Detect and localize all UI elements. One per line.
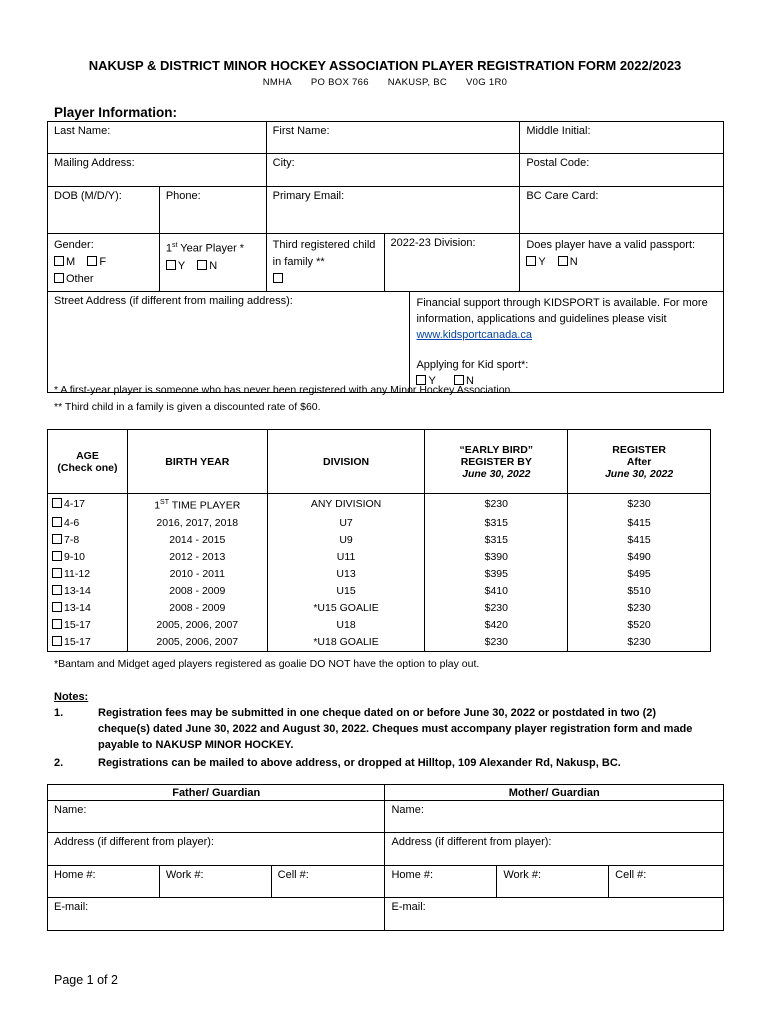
player-info-table (47, 121, 724, 393)
division-value: U13 (267, 566, 425, 583)
city-label: City: (272, 157, 295, 169)
first-year-yes-checkbox[interactable] (166, 260, 176, 270)
father-work-field[interactable] (159, 866, 271, 898)
fee-row (48, 494, 711, 515)
gender-cell (48, 234, 160, 292)
age-value: 15-17 (64, 635, 91, 648)
middle-initial-field[interactable] (520, 122, 724, 154)
division-field[interactable] (384, 234, 520, 292)
age-checkbox[interactable] (52, 602, 62, 612)
third-child-checkbox[interactable] (273, 273, 283, 283)
gender-m-checkbox[interactable] (54, 256, 64, 266)
note-text: Registration fees may be submitted in one cheque dated on or before June 30, 2022 or postdated in two (2) cheque(s) dated June 30, 2022 and August 30, 2022. Cheques must accompany player registration form and made payable to NAKUSP MINOR HOCKEY. (98, 707, 693, 751)
fee-row (48, 634, 711, 652)
gender-m-label: M (66, 256, 76, 268)
after-fee: $230 (568, 600, 711, 617)
city-field[interactable] (266, 154, 520, 187)
after-fee: $520 (568, 617, 711, 634)
gender-f-checkbox[interactable] (87, 256, 97, 266)
early-fee: $410 (425, 583, 568, 600)
early-fee: $420 (425, 617, 568, 634)
division-value: U18 (267, 617, 425, 634)
division-value: *U15 GOALIE (267, 600, 425, 617)
middle-initial-label: Middle Initial: (526, 125, 591, 137)
fee-row (48, 515, 711, 532)
after-header: REGISTER After June 30, 2022 (568, 430, 711, 494)
third-child-label: Third registered child in family ** (272, 239, 376, 268)
early-fee: $315 (425, 515, 568, 532)
note-text: Registrations can be mailed to above address, or dropped at Hilltop, 109 Alexander Rd, Nakusp, BC. (98, 757, 621, 769)
age-value: 13-14 (64, 601, 91, 614)
mother-home-field[interactable] (385, 866, 497, 898)
notes-section (54, 691, 704, 771)
passport-no-label: N (569, 256, 578, 268)
after-fee: $230 (568, 634, 711, 652)
kidsport-link[interactable]: www.kidsportcanada.ca (416, 329, 533, 341)
early-fee: $230 (425, 494, 568, 515)
notes-heading: Notes: (54, 691, 89, 703)
passport-label: Does player have a valid passport: (526, 239, 696, 251)
dob-field[interactable] (48, 187, 160, 234)
after-fee: $510 (568, 583, 711, 600)
division-value: U11 (267, 549, 425, 566)
age-checkbox[interactable] (52, 498, 62, 508)
player-info-heading: Player Information: (54, 105, 178, 120)
father-address-label: Address (if different from player): (54, 836, 214, 848)
bc-care-card-field[interactable] (520, 187, 724, 234)
father-guardian-heading: Father/ Guardian (48, 785, 385, 801)
street-address-field[interactable] (48, 292, 410, 393)
age-value: 15-17 (64, 618, 91, 631)
gender-label: Gender: (54, 239, 94, 251)
first-year-label: 1st Year Player * (165, 242, 245, 255)
early-bird-header: “EARLY BIRD” REGISTER BY June 30, 2022 (425, 430, 568, 494)
kidsport-yes-label: Y (428, 375, 436, 387)
fee-row (48, 583, 711, 600)
third-child-footnote: ** Third child in a family is given a discounted rate of $60. (54, 401, 321, 413)
passport-yes-label: Y (538, 256, 546, 268)
phone-label: Phone: (165, 190, 201, 202)
after-fee: $230 (568, 494, 711, 515)
kidsport-info: Financial support through KIDSPORT is available. For more information, applications and guidelines please visit (416, 297, 708, 325)
passport-no-checkbox[interactable] (558, 256, 568, 266)
birth-year-value: 2010 - 2011 (127, 566, 267, 583)
postal-code-field[interactable] (520, 154, 724, 187)
age-value: 4-6 (64, 516, 80, 529)
after-fee: $415 (568, 532, 711, 549)
age-value: 7-8 (64, 533, 80, 546)
kidsport-no-label: N (465, 375, 474, 387)
dob-label: DOB (M/D/Y): (54, 190, 122, 202)
early-fee: $390 (425, 549, 568, 566)
note-item (54, 705, 704, 753)
division-value: U7 (267, 515, 425, 532)
age-checkbox[interactable] (52, 551, 62, 561)
early-fee: $230 (425, 634, 568, 652)
guardian-table (47, 784, 724, 931)
father-home-field[interactable] (48, 866, 160, 898)
age-checkbox[interactable] (52, 636, 62, 646)
mailing-address-label: Mailing Address: (54, 157, 135, 169)
birth-year-value: 2014 - 2015 (127, 532, 267, 549)
mother-name-label: Name: (391, 804, 424, 816)
father-address-field[interactable] (48, 833, 385, 866)
fee-row (48, 549, 711, 566)
after-fee: $415 (568, 515, 711, 532)
primary-email-label: Primary Email: (272, 190, 345, 202)
mother-home-label: Home #: (391, 869, 434, 881)
gender-other-label: Other (66, 273, 94, 285)
passport-cell (520, 234, 724, 292)
phone-field[interactable] (159, 187, 266, 234)
father-work-label: Work #: (165, 869, 204, 881)
first-year-no-checkbox[interactable] (197, 260, 207, 270)
kidsport-apply-label: Applying for Kid sport*: (416, 359, 529, 371)
city-province: NAKUSP, BC (387, 77, 448, 88)
age-checkbox[interactable] (52, 517, 62, 527)
division-label: 2022-23 Division: (390, 237, 476, 249)
birth-year-value: 2005, 2006, 2007 (127, 617, 267, 634)
birth-year-value: 2005, 2006, 2007 (127, 634, 267, 652)
fee-row (48, 566, 711, 583)
first-year-no-label: N (209, 259, 218, 272)
passport-yes-checkbox[interactable] (526, 256, 536, 266)
fee-row (48, 532, 711, 549)
mother-email-label: E-mail: (391, 901, 426, 913)
after-fee: $490 (568, 549, 711, 566)
mother-name-field[interactable] (385, 801, 724, 833)
mother-address-label: Address (if different from player): (391, 836, 552, 848)
father-email-field[interactable] (48, 898, 385, 931)
mother-cell-field[interactable] (609, 866, 724, 898)
father-email-label: E-mail: (54, 901, 89, 913)
division-value: U9 (267, 532, 425, 549)
father-cell-field[interactable] (271, 866, 385, 898)
age-value: 9-10 (64, 550, 86, 563)
first-year-yes-label: Y (177, 259, 185, 272)
age-checkbox[interactable] (52, 534, 62, 544)
note-item (54, 755, 704, 771)
third-child-cell (266, 234, 384, 292)
age-value: 13-14 (64, 584, 91, 597)
association-address (0, 77, 770, 88)
primary-email-field[interactable] (266, 187, 520, 234)
mother-address-field[interactable] (385, 833, 724, 866)
father-name-label: Name: (54, 804, 87, 816)
mother-guardian-heading: Mother/ Guardian (385, 785, 724, 801)
age-checkbox[interactable] (52, 585, 62, 595)
division-value: *U18 GOALIE (267, 634, 425, 652)
early-fee: $315 (425, 532, 568, 549)
division-value: U15 (267, 583, 425, 600)
after-fee: $495 (568, 566, 711, 583)
birth-year-value: 1ST TIME PLAYER (127, 494, 267, 515)
division-header: DIVISION (267, 430, 425, 494)
gender-other-checkbox[interactable] (54, 273, 64, 283)
kidsport-cell (410, 292, 724, 393)
bc-care-card-label: BC Care Card: (526, 190, 599, 202)
first-name-field[interactable] (266, 122, 520, 154)
mother-cell-label: Cell #: (615, 869, 647, 881)
father-home-label: Home #: (54, 869, 96, 881)
fee-table (47, 429, 711, 652)
mailing-address-field[interactable] (48, 154, 267, 187)
division-value: ANY DIVISION (267, 494, 425, 515)
early-fee: $230 (425, 600, 568, 617)
po-box: PO BOX 766 (310, 77, 369, 88)
birth-year-value: 2016, 2017, 2018 (127, 515, 267, 532)
first-year-footnote: * A first-year player is someone who has never been registered with any Minor Hockey Association. (54, 384, 514, 396)
last-name-field[interactable] (48, 122, 267, 154)
goalie-footnote: *Bantam and Midget aged players registered as goalie DO NOT have the option to play out. (54, 658, 480, 670)
fee-row (48, 617, 711, 634)
birth-year-value: 2008 - 2009 (127, 583, 267, 600)
age-checkbox[interactable] (52, 568, 62, 578)
first-name-label: First Name: (272, 125, 330, 137)
mother-email-field[interactable] (385, 898, 724, 931)
mother-work-field[interactable] (497, 866, 609, 898)
fee-row (48, 600, 711, 617)
page-number: Page 1 of 2 (54, 973, 118, 987)
age-value: 11-12 (64, 567, 91, 580)
form-title: NAKUSP & DISTRICT MINOR HOCKEY ASSOCIATION PLAYER REGISTRATION FORM 2022/2023 (88, 58, 682, 73)
postal-code-label: Postal Code: (526, 157, 590, 169)
note-number: 2. (54, 757, 64, 769)
gender-f-label: F (99, 256, 107, 268)
age-header: AGE (Check one) (48, 430, 128, 494)
age-checkbox[interactable] (52, 619, 62, 629)
birth-year-value: 2012 - 2013 (127, 549, 267, 566)
org-abbrev: NMHA (262, 77, 292, 88)
first-year-cell (159, 234, 266, 292)
last-name-label: Last Name: (54, 125, 111, 137)
early-fee: $395 (425, 566, 568, 583)
note-number: 1. (54, 707, 64, 719)
street-address-label: Street Address (if different from mailing address): (54, 295, 293, 307)
birth-year-value: 2008 - 2009 (127, 600, 267, 617)
father-name-field[interactable] (48, 801, 385, 833)
birth-year-header: BIRTH YEAR (127, 430, 267, 494)
postal-code: V0G 1R0 (466, 77, 508, 88)
mother-work-label: Work #: (503, 869, 542, 881)
age-value: 4-17 (64, 497, 86, 510)
father-cell-label: Cell #: (277, 869, 309, 881)
